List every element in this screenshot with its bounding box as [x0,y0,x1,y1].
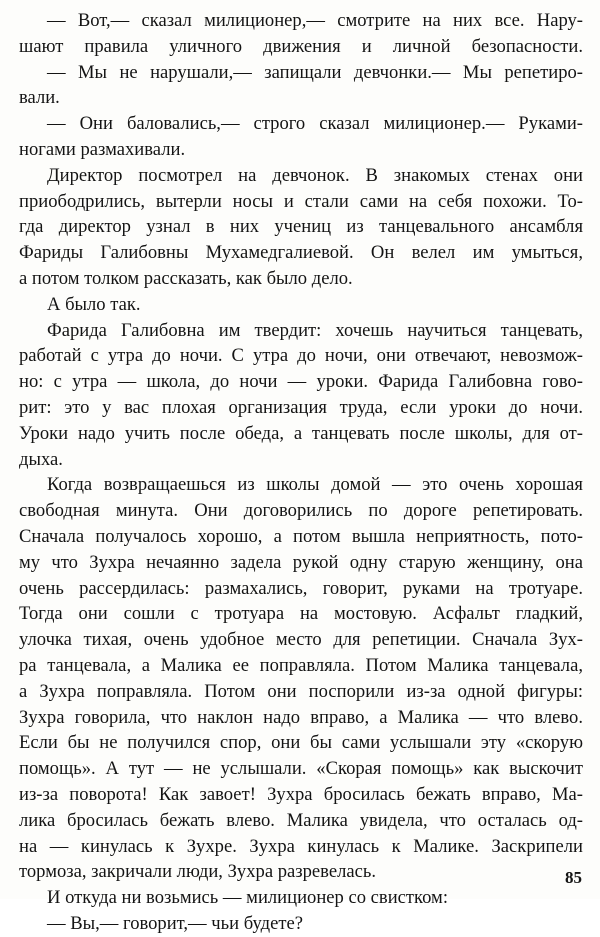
text-line: дыха. [19,448,63,470]
text-line: на — кинулась к Зухре. Зухра кинулась к Малике. Заскрипели [19,835,583,857]
text-line: — Они баловались,— строго сказал милиционер.— Руками- [47,113,583,135]
text-line: — Вот,— сказал милиционер,— смотрите на них все. Нару- [47,10,583,31]
text-line: из-за поворота! Как завоет! Зухра бросилась бежать вправо, Ма- [19,783,583,805]
text-line: Уроки надо учить после обеда, а танцевать после школы, для от- [19,422,583,444]
text-line: лика бросилась бежать влево. Малика увидела, что осталась од- [19,809,583,831]
text-line: ра танцевала, а Малика ее поправляла. Потом Малика танцевала, [19,654,583,676]
text-line: Тогда они сошли с тротуара на мостовую. Асфальт гладкий, [19,603,583,625]
text-line: а Зухра поправляла. Потом они поспорили из-за одной фигуры: [19,680,583,702]
text-line: гда директор узнал в них учениц из танцевального ансамбля [19,216,583,238]
text-line: свободная минута. Они договорились по дороге репетировать. [19,500,583,522]
text-line: шают правила уличного движения и личной безопасности. [19,35,583,57]
text-line: Директор посмотрел на девчонок. В знакомых стенах они [47,164,583,186]
text-line: Фариды Галибовны Мухамедгалиевой. Он велел им умыться, [19,242,583,264]
text-line: И откуда ни возьмись — милиционер со свистком: [47,887,448,909]
text-line: — Мы не нарушали,— запищали девчонки.— Мы репетиро- [47,61,583,83]
text-line: вали. [19,87,60,109]
text-line: А было так. [47,293,141,315]
text-line: тормоза, закричали люди, Зухра разревелась. [19,861,376,883]
page-number: 85 [565,868,582,887]
body-text [19,8,583,937]
text-line: Когда возвращаешься из школы домой — это очень хорошая [47,474,583,496]
text-line: рит: это у вас плохая организация труда, если уроки до ночи. [19,396,583,418]
text-line: помощь». А тут — не услышали. «Скорая помощь» как выскочит [19,758,583,780]
text-line: ногами размахивали. [19,138,186,160]
text-line: улочка тихая, очень удобное место для репетиции. Сначала Зух- [19,629,583,651]
text-line: работай с утра до ночи. С утра до ночи, они отвечают, невозмож- [19,345,583,367]
text-line: приободрились, вытерли носы и стали сами на себя похожи. То- [19,190,583,212]
text-line: очень рассердилась: размахались, говорит, руками на тротуаре. [19,577,583,599]
text-line: Фарида Галибовна им твердит: хочешь научиться танцевать, [47,319,583,341]
text-line: а потом толком рассказать, как было дело. [19,267,353,289]
text-line: Сначала получалось хорошо, а потом вышла неприятность, пото- [19,525,583,547]
text-line: му что Зухра нечаянно задела рукой одну старую женщину, она [19,551,583,573]
text-line: но: с утра — школа, до ночи — уроки. Фарида Галибовна гово- [19,371,583,393]
text-line: Если бы не получился спор, они бы сами услышали эту «скорую [19,732,583,754]
text-line: — Вы,— говорит,— чьи будете? [47,912,303,934]
text-line: Зухра говорила, что наклон надо вправо, а Малика — что влево. [19,706,583,728]
